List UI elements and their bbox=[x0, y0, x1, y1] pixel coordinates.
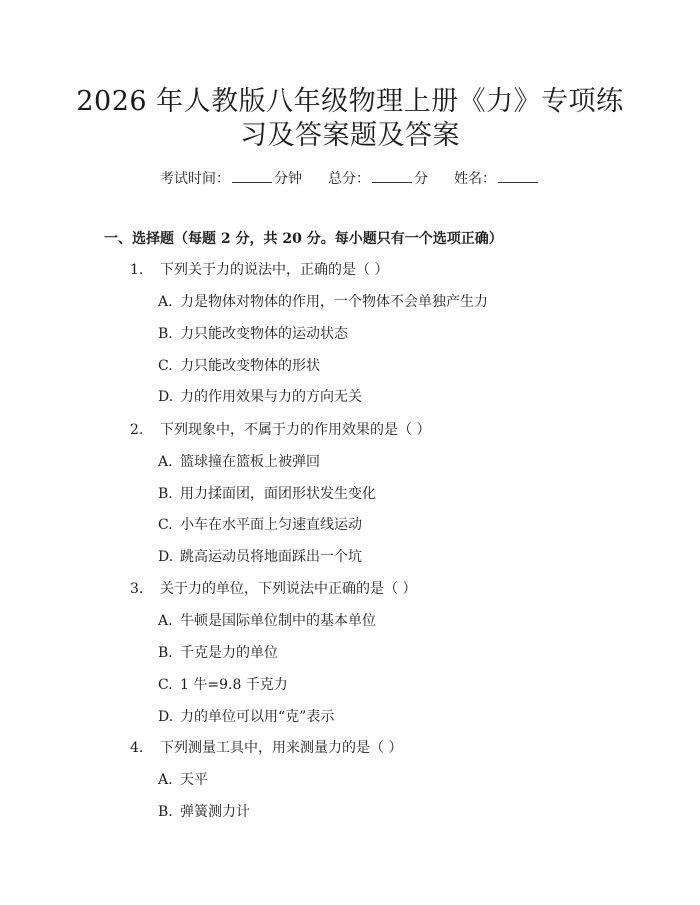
option-letter: D. bbox=[158, 709, 174, 725]
option-letter: B. bbox=[158, 326, 173, 342]
question-text: 关于力的单位，下列说法中正确的是（ ） bbox=[160, 581, 417, 597]
option-text: 牛顿是国际单位制中的基本单位 bbox=[180, 613, 376, 629]
question-2-option-c bbox=[158, 515, 362, 535]
total-score-blank bbox=[372, 168, 412, 183]
question-3-option-d bbox=[158, 707, 334, 727]
exam-time-blank bbox=[232, 168, 272, 183]
question-1-option-d bbox=[158, 387, 362, 407]
question-2-option-b bbox=[158, 484, 376, 504]
option-letter: B. bbox=[158, 486, 173, 502]
exam-time-field bbox=[160, 168, 302, 189]
question-text: 下列现象中，不属于力的作用效果的是（ ） bbox=[160, 422, 431, 438]
option-text: 用力揉面团，面团形状发生变化 bbox=[180, 486, 376, 502]
question-1-option-a bbox=[158, 292, 488, 312]
student-name-label: 姓名： bbox=[454, 171, 496, 187]
option-text: 力是物体对物体的作用，一个物体不会单独产生力 bbox=[180, 294, 488, 310]
option-letter: D. bbox=[158, 549, 174, 565]
question-number: 3. bbox=[130, 581, 144, 597]
exam-info-line bbox=[0, 168, 700, 189]
exam-time-label: 考试时间： bbox=[160, 171, 230, 187]
total-score-unit: 分 bbox=[414, 171, 428, 187]
question-number: 2. bbox=[130, 422, 144, 438]
question-2 bbox=[130, 420, 430, 440]
option-text: 千克是力的单位 bbox=[180, 645, 278, 661]
question-3-option-c bbox=[158, 675, 288, 695]
question-4-option-a bbox=[158, 770, 208, 790]
option-letter: B. bbox=[158, 645, 173, 661]
student-name-blank bbox=[498, 168, 538, 183]
question-1-option-c bbox=[158, 356, 320, 376]
question-text: 下列测量工具中，用来测量力的是（ ） bbox=[160, 740, 403, 756]
option-text: 力的作用效果与力的方向无关 bbox=[180, 389, 362, 405]
section-heading: 一、选择题（每题 2 分，共 20 分。每小题只有一个选项正确） bbox=[104, 231, 503, 247]
exam-time-unit: 分钟 bbox=[274, 171, 302, 187]
total-score-field bbox=[328, 168, 428, 189]
document-title-line-2: 习及答案题及答案 bbox=[240, 120, 460, 151]
option-letter: D. bbox=[158, 389, 174, 405]
option-text: 力只能改变物体的形状 bbox=[180, 358, 320, 374]
option-letter: B. bbox=[158, 804, 173, 820]
question-1-option-b bbox=[158, 324, 348, 344]
question-2-option-d bbox=[158, 547, 362, 567]
question-number: 4. bbox=[130, 740, 144, 756]
question-3-option-a bbox=[158, 611, 376, 631]
question-4-option-b bbox=[158, 802, 250, 822]
option-text: 力的单位可以用“克”表示 bbox=[180, 709, 335, 725]
option-text: 篮球撞在篮板上被弹回 bbox=[180, 454, 320, 470]
option-letter: C. bbox=[158, 358, 173, 374]
option-text: 弹簧测力计 bbox=[180, 804, 250, 820]
question-text: 下列关于力的说法中，正确的是（ ） bbox=[160, 262, 389, 278]
option-text: 跳高运动员将地面踩出一个坑 bbox=[180, 549, 362, 565]
question-3 bbox=[130, 579, 416, 599]
question-4 bbox=[130, 738, 402, 758]
option-text: 力只能改变物体的运动状态 bbox=[180, 326, 348, 342]
total-score-label: 总分： bbox=[328, 171, 370, 187]
option-letter: A. bbox=[158, 772, 173, 788]
question-2-option-a bbox=[158, 452, 320, 472]
question-3-option-b bbox=[158, 643, 278, 663]
document-title-line-1: 2026 年人教版八年级物理上册《力》专项练 bbox=[76, 86, 624, 117]
option-letter: A. bbox=[158, 613, 173, 629]
student-name-field bbox=[454, 168, 540, 189]
option-letter: A. bbox=[158, 454, 173, 470]
option-letter: C. bbox=[158, 677, 173, 693]
question-1 bbox=[130, 260, 388, 280]
option-letter: C. bbox=[158, 517, 173, 533]
option-text: 天平 bbox=[180, 772, 208, 788]
question-number: 1. bbox=[130, 262, 144, 278]
option-text: 小车在水平面上匀速直线运动 bbox=[180, 517, 362, 533]
option-text: 1 牛=9.8 千克力 bbox=[180, 677, 288, 693]
option-letter: A. bbox=[158, 294, 173, 310]
